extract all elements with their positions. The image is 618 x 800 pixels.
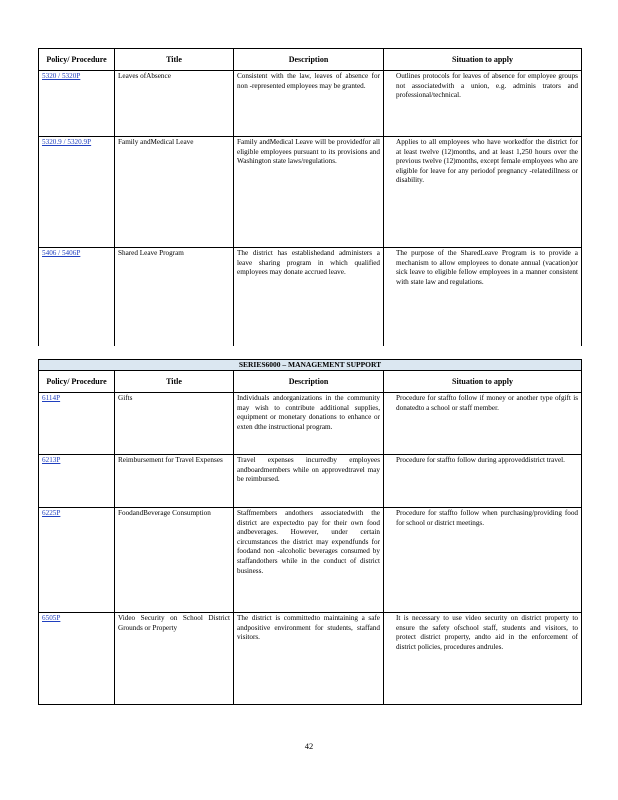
bullet-icon bbox=[387, 394, 396, 413]
header-situation: Situation to apply bbox=[384, 49, 582, 71]
table-header-row bbox=[39, 49, 582, 71]
row-situation: Procedure for staffto follow if money or another type ofgift is donatedto a school or staff member. bbox=[396, 394, 579, 412]
bullet-icon bbox=[387, 249, 396, 287]
policy-link-6114[interactable]: 6114P bbox=[42, 394, 61, 402]
row-situation: Outlines protocols for leaves of absence for employee groups not associatedwith a union, e.g. adminis trators and professional/technical. bbox=[396, 72, 578, 100]
row-situation: Procedure for staffto follow when purchasing/providing food for school or district meetings. bbox=[396, 509, 579, 527]
row-title: Video Security on School District Grounds or Property bbox=[115, 613, 234, 705]
row-situation: The purpose of the SharedLeave Program is to provide a mechanism to allow employees to donate annual (vacation)or sick leave to eligible fellow employees in a manner consistent with state law and regulations. bbox=[396, 249, 578, 286]
row-description: Individuals andorganizations in the community may wish to contribute additional supplies, equipment or monetary donations to enhance or exten dthe instructional program. bbox=[234, 393, 384, 455]
row-title: Leaves ofAbsence bbox=[115, 71, 234, 137]
row-title: Shared Leave Program bbox=[115, 248, 234, 346]
series-header-row bbox=[39, 360, 582, 371]
policy-table-6000 bbox=[38, 359, 582, 705]
policy-link-5320-9[interactable]: 5320.9 / 5320.9P bbox=[42, 138, 92, 146]
policy-table-5000 bbox=[38, 48, 582, 346]
table-row bbox=[39, 71, 582, 137]
row-title: Gifts bbox=[115, 393, 234, 455]
policy-link-6505[interactable]: 6505P bbox=[42, 614, 61, 622]
header-situation: Situation to apply bbox=[384, 371, 582, 393]
row-description: Travel expenses incurredby employees andboardmembers while on approvedtravel may be reimbursed. bbox=[234, 455, 384, 508]
page-number: 42 bbox=[304, 741, 314, 751]
bullet-icon bbox=[387, 456, 396, 466]
policy-link-5406[interactable]: 5406 / 5406P bbox=[42, 249, 81, 257]
row-description: Staffmembers andothers associatedwith the district are expectedto pay for their own food andbeverages. However, under certain circumstances the district may expendfunds for foodand non -alcoholic beverages consumed by staffandothers while in the conduct of district business. bbox=[234, 508, 384, 613]
policy-link-5320[interactable]: 5320 / 5320P bbox=[42, 72, 81, 80]
header-title: Title bbox=[115, 371, 234, 393]
table-row bbox=[39, 508, 582, 613]
table-header-row bbox=[39, 371, 582, 393]
row-description: Consistent with the law, leaves of absence for non -represented employees may be granted. bbox=[234, 71, 384, 137]
bullet-icon bbox=[387, 614, 396, 652]
table-row bbox=[39, 248, 582, 346]
header-policy: Policy/ Procedure bbox=[39, 371, 115, 393]
policy-link-6225[interactable]: 6225P bbox=[42, 509, 61, 517]
bullet-icon bbox=[387, 509, 396, 528]
policy-link-6213[interactable]: 6213P bbox=[42, 456, 61, 464]
row-title: FoodandBeverage Consumption bbox=[115, 508, 234, 613]
series-title: SERIES6000 – MANAGEMENT SUPPORT bbox=[39, 360, 582, 371]
header-title: Title bbox=[115, 49, 234, 71]
header-description: Description bbox=[234, 49, 384, 71]
table-row bbox=[39, 393, 582, 455]
bullet-icon bbox=[387, 138, 396, 186]
row-situation: Applies to all employees who have workedfor the district for at least twelve (12)months, and at least 1,250 hours over the previous twelve (12)months, except female employees who are eligible for leave for any periodof pregnancy -relatedillness or disability. bbox=[396, 138, 578, 185]
header-description: Description bbox=[234, 371, 384, 393]
row-description: Family andMedical Leave will be providedfor all eligible employees pursuant to its provisions and Washington state laws/regulations. bbox=[234, 137, 384, 248]
row-situation: Procedure for staffto follow during approveddistrict travel. bbox=[396, 456, 565, 464]
table-row bbox=[39, 455, 582, 508]
row-title: Reimbursement for Travel Expenses bbox=[115, 455, 234, 508]
header-policy: Policy/ Procedure bbox=[39, 49, 115, 71]
row-situation: It is necessary to use video security on district property to ensure the safety ofschool staff, students and visitors, to protect district property, andto aid in the enforcement of district policies, procedures andrules. bbox=[396, 614, 579, 651]
row-description: The district is committedto maintaining a safe andpositive environment for students, staffand visitors. bbox=[234, 613, 384, 705]
table-row bbox=[39, 137, 582, 248]
bullet-icon bbox=[387, 72, 396, 101]
row-description: The district has establishedand administers a leave sharing program in which qualified employees may donate accrued leave. bbox=[234, 248, 384, 346]
row-title: Family andMedical Leave bbox=[115, 137, 234, 248]
table-row bbox=[39, 613, 582, 705]
